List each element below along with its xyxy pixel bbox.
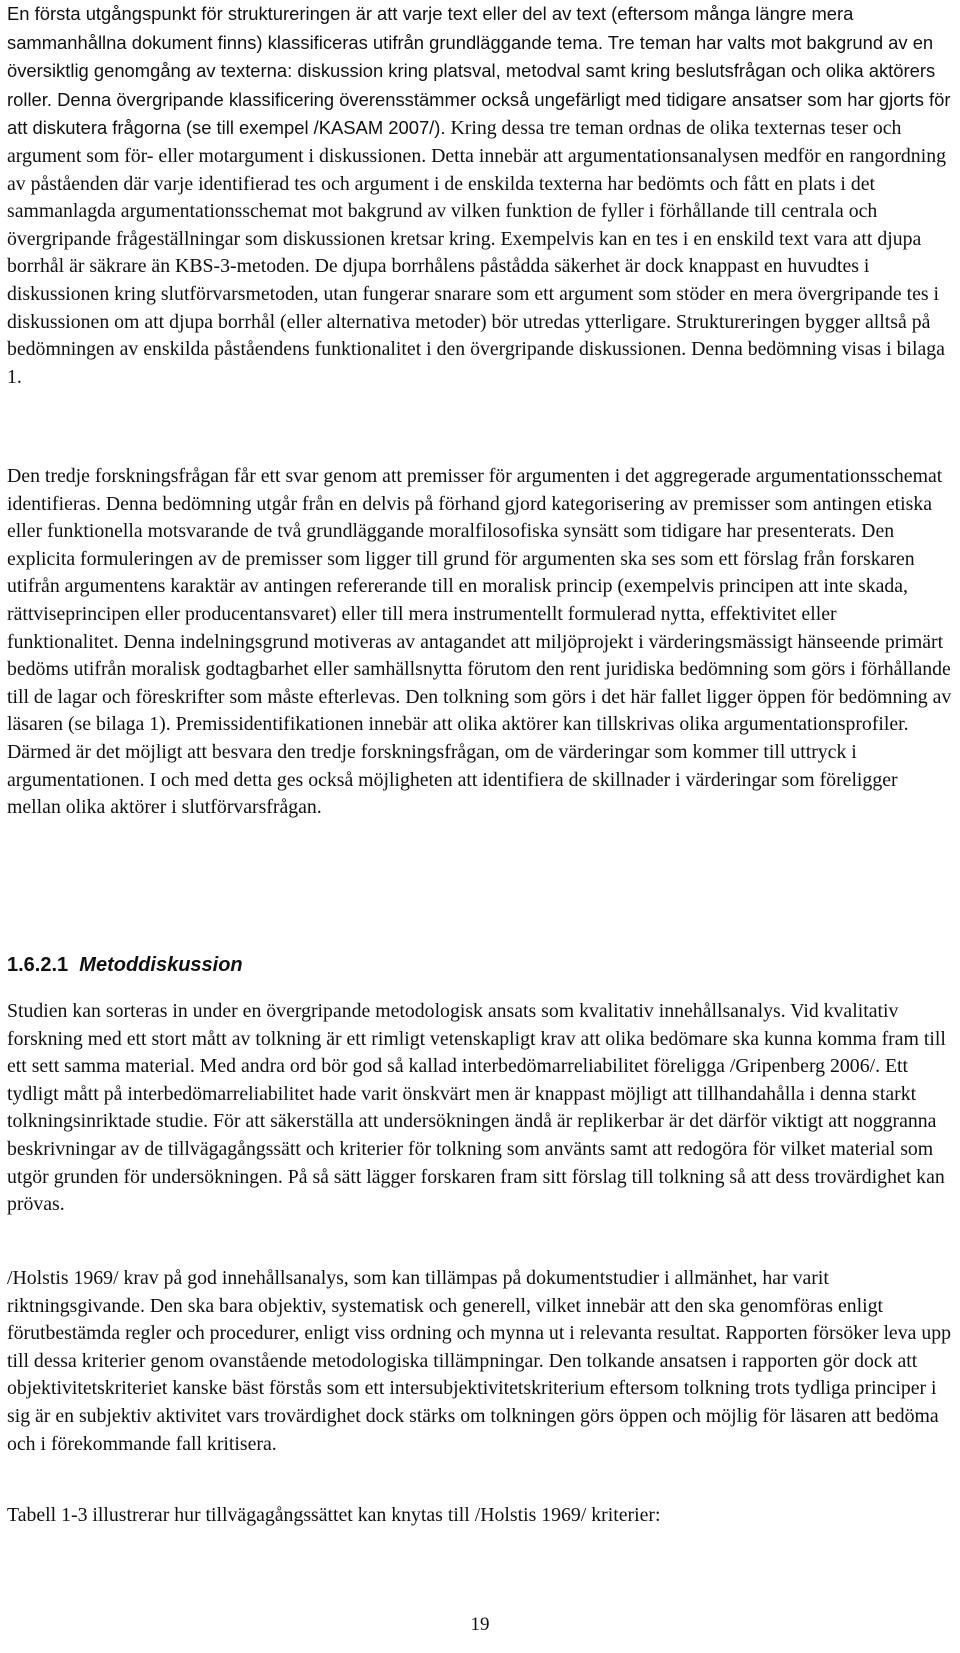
paragraph-structuring [7, 0, 953, 391]
paragraph-table-reference: Tabell 1-3 illustrerar hur tillvägagångssättet kan knytas till /Holstis 1969/ kriterier: [7, 1504, 661, 1526]
paragraph-holstis-criteria: /Holstis 1969/ krav på god innehållsanalys, som kan tillämpas på dokumentstudier i allmänhet, har varit riktningsgivande. Den ska bara objektiv, systematisk och generell, vilket innebär att den ska genomföras enligt förutbestämda regler och procedurer, enligt viss ordning och mynna ut i relevanta resultat. Rapporten försöker leva upp till dessa kriterier genom ovanstående metodologiska tillämpningar. Den tolkande ansatsen i rapporten gör dock att objektivitetskriteriet kanske bäst förstås som ett intersubjektivitetskriterium eftersom tolkning trots tydliga principer i sig är en subjektiv aktivitet vars trovärdighet dock stärks om tolkningen görs öppen och möjlig för läsaren att bedöma och i förekommande fall kritisera. [7, 1267, 952, 1455]
paragraph-structuring-sans-part: En första utgångspunkt för struktureringen är att varje text eller del av text (eftersom många längre mera sammanhållna dokument finns) klassificeras utifrån grundläggande tema. Tre teman har valts mot bakgrund av en översiktlig genomgång av texterna: diskussion kring platsval, metodval samt kring beslutsfrågan och olika aktörers roller. Denna övergripande klassificering överensstämmer också ungefärligt med tidigare ansatser som har gjorts för att diskutera frågorna (se till exempel /KASAM 2007/). [7, 3, 951, 139]
page-number: 19 [470, 1614, 490, 1635]
document-page [7, 0, 953, 1653]
section-heading-number: 1.6.2.1 [7, 954, 69, 976]
paragraph-method-discussion: Studien kan sorteras in under en övergripande metodologisk ansats som kvalitativ innehållsanalys. Vid kvalitativ forskning med ett stort mått av tolkning är ett rimligt vetenskapligt krav att olika bedömare ska kunna komma fram till ett sett samma material. Med andra ord bör god så kallad interbedömarreliabilitet föreligga /Gripenberg 2006/. Ett tydligt mått på interbedömarreliabilitet hade varit önskvärt men är knappast möjligt att tillhandahålla i denna starkt tolkningsinriktade studie. För att säkerställa att undersökningen ändå är replikerbar är det därför viktigt att noggranna beskrivningar av de tillvägagångssätt och kriterier för tolkning som använts samt att redogöra för vilket material som utgör grunden för undersökningen. På så sätt lägger forskaren fram sitt förslag till tolkning så att dess trovärdighet kan prövas. [7, 1000, 946, 1216]
paragraph-structuring-serif-part: Kring dessa tre teman ordnas de olika texternas teser och argument som för- eller motargument i diskussionen. Detta innebär att argumentationsanalysen medför en rangordning av påståenden där varje identifierad tes och argument i de enskilda texterna har bedömts och fått en plats i det sammanlagda argumentationsschemat mot bakgrund av vilken funktion de fyller i förhållande till centrala och övergripande frågeställningar som diskussionen kretsar kring. Exempelvis kan en tes i en enskild text vara att djupa borrhål är säkrare än KBS-3-metoden. De djupa borrhålens påstådda säkerhet är dock knappast en huvudtes i diskussionen kring slutförvarsmetoden, utan fungerar snarare som ett argument som stöder en mera övergripande tes i diskussionen om att djupa borrhål (eller alternativa metoder) bör utredas ytterligare. Struktureringen bygger alltså på bedömningen av enskilda påståendens funktionalitet i den övergripande diskussionen. Denna bedömning visas i bilaga 1. [7, 117, 946, 388]
section-heading-title: Metoddiskussion [79, 954, 243, 976]
paragraph-third-research-question: Den tredje forskningsfrågan får ett svar genom att premisser för argumenten i det aggregerade argumentationsschemat identifieras. Denna bedömning utgår från en delvis på förhand gjord kategorisering av premisser som antingen etiska eller funktionella motsvarande de två grundläggande moralfilosofiska synsätt som tidigare har presenterats. Den explicita formuleringen av de premisser som ligger till grund för argumenten ska ses som ett förslag från forskaren utifrån argumentens karaktär av antingen refererande till en moralisk princip (exempelvis principen att inte skada, rättviseprincipen eller producentansvaret) eller till mera instrumentellt formulerad nytta, effektivitet eller funktionalitet. Denna indelningsgrund motiveras av antagandet att miljöprojekt i värderingsmässigt hänseende primärt bedöms utifrån moralisk godtagbarhet eller samhällsnytta förutom den rent juridiska bedömning som görs i förhållande till de lagar och föreskrifter som måste efterlevas. Den tolkning som görs i det här fallet ligger öppen för bedömning av läsaren (se bilaga 1). Premissidentifikationen innebär att olika aktörer kan tillskrivas olika argumentationsprofiler. Därmed är det möjligt att besvara den tredje forskningsfrågan, om de värderingar som kommer till uttryck i argumentationen. I och med detta ges också möjligheten att identifiera de skillnader i värderingar som föreligger mellan olika aktörer i slutförvarsfrågan. [7, 465, 952, 819]
section-heading [7, 951, 243, 979]
